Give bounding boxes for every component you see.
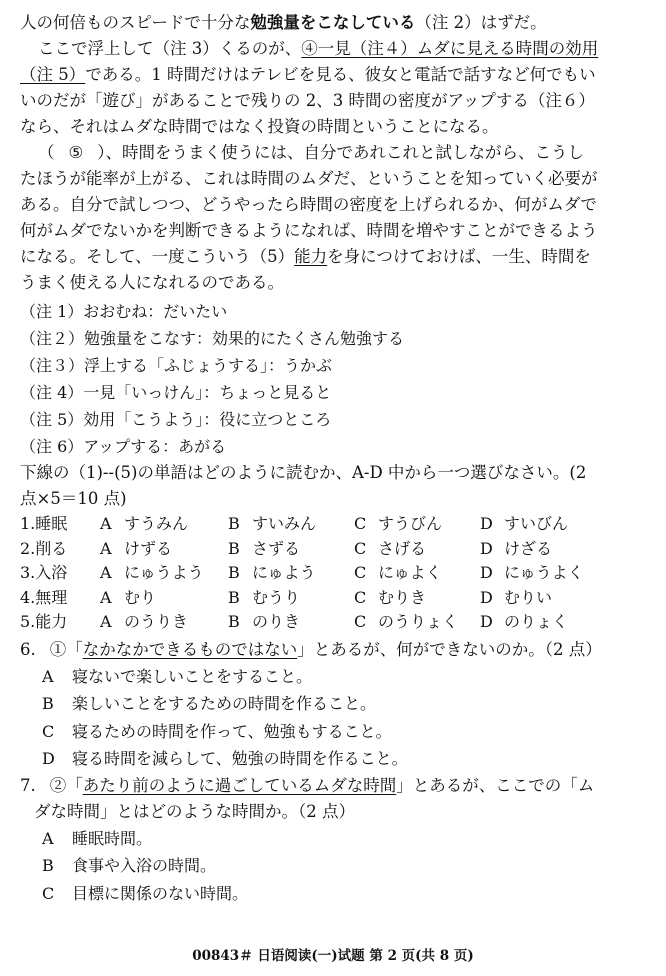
note-item: （注 6）アップする：あがる bbox=[20, 437, 227, 456]
reading-item bbox=[20, 537, 650, 562]
passage-text: になる。そして、一度こういう（5） bbox=[20, 247, 295, 266]
option-d: D けざる bbox=[480, 538, 553, 558]
option-c: C さげる bbox=[354, 538, 427, 558]
q7-choice-c: C 目標に関係のない時間。 bbox=[42, 883, 249, 903]
item-word: 5.能力 bbox=[20, 612, 68, 631]
passage-line: うまく使える人になれるのである。 bbox=[20, 273, 284, 292]
notes bbox=[20, 298, 650, 460]
option-b: B さずる bbox=[228, 538, 301, 558]
underlined-phrase-1: なかなかできるものではない bbox=[82, 639, 298, 659]
blank-number-5: ⑤ bbox=[68, 143, 84, 162]
passage-line bbox=[20, 10, 650, 36]
passage-text: ）、時間をうまく使うには、自分であれこれと試しながら、こうし bbox=[97, 143, 585, 162]
note-item: （注 4）一見「いっけん」：ちょっと見ると bbox=[20, 383, 332, 402]
page-footer: 00843＃ 日语阅读(一)试题 第 2 页(共 8 页) bbox=[192, 948, 474, 964]
option-a: A にゅうよう bbox=[100, 563, 204, 582]
passage-line: ある。自分で試しつつ、どうやったら時間の密度を上げられるか、何がムダで bbox=[20, 195, 597, 214]
item-word: 1.睡眠 bbox=[20, 514, 68, 533]
note-item: （注２）勉強量をこなす：効果的にたくさん勉強する bbox=[20, 329, 405, 348]
option-a: A すうみん bbox=[100, 514, 189, 533]
passage-line bbox=[20, 62, 650, 88]
passage-line: いのだが「遊び」があることで残りの 2、3 時間の密度がアップする（注６） bbox=[20, 91, 595, 110]
q6-choice-d: D 寝る時間を減らして、勉強の時間を作ること。 bbox=[42, 749, 408, 768]
q7-choice-b: B 食事や入浴の時間。 bbox=[42, 856, 217, 875]
option-b: B のりき bbox=[228, 612, 301, 631]
passage-text: ここで浮上して（注 3）くるのが、 bbox=[38, 39, 302, 58]
reading-instruction: 点×5＝10 点) bbox=[20, 489, 127, 508]
question-6: 6. ①「なかなかできるものではない」とあるが、何ができないのか。（2 点） bbox=[20, 639, 602, 659]
item-word: 2.削る bbox=[20, 538, 68, 558]
option-c: C むりき bbox=[354, 587, 427, 607]
passage-text: である。1 時間だけはテレビを見る、彼女と電話で話すなど何でもい bbox=[85, 65, 596, 84]
option-d: D のりょく bbox=[480, 612, 569, 631]
underlined-phrase-4-cont: （注 5） bbox=[20, 65, 86, 84]
passage-text: （注 2）はずだ。 bbox=[415, 13, 547, 32]
blank-open: （ bbox=[38, 143, 55, 162]
passage-text: 人の何倍ものスピードで十分な bbox=[20, 13, 251, 32]
option-b: B むうり bbox=[228, 587, 301, 607]
option-c: C すうびん bbox=[354, 514, 443, 533]
q7-choice-a: A 睡眠時間。 bbox=[42, 828, 153, 848]
q6-choice-b: B 楽しいことをするための時間を作ること。 bbox=[42, 694, 377, 713]
reading-item bbox=[20, 610, 650, 635]
option-d: D にゅうよく bbox=[480, 563, 584, 582]
q6-choice-a: A 寝ないで楽しいことをすること。 bbox=[42, 666, 313, 686]
option-c: C にゅよく bbox=[354, 563, 442, 582]
underlined-word-5: 能力 bbox=[294, 247, 328, 266]
passage-line bbox=[20, 140, 650, 166]
option-d: D すいびん bbox=[480, 514, 569, 533]
reading-instruction: 下線の（1)--(5)の単語はどのように読むか、A-D 中から一つ選びなさい。(2 bbox=[20, 463, 587, 482]
option-d: D むりい bbox=[480, 587, 553, 607]
question-7: 7. ②「あたり前のように過ごしているムダな時間」とあるが、ここでの「ム bbox=[20, 775, 595, 795]
note-item: （注 5）効用「こうよう」：役に立つところ bbox=[20, 410, 332, 429]
note-item: （注３）浮上する「ふじょうする」：うかぶ bbox=[20, 356, 333, 375]
question-number: 7. bbox=[20, 775, 36, 795]
passage-text-bold: 勉強量をこなしている bbox=[250, 13, 416, 32]
passage-text: を身につけておけば、一生、時間を bbox=[327, 247, 591, 266]
exam-page bbox=[20, 10, 650, 907]
option-a: A のうりき bbox=[100, 612, 189, 631]
option-b: B にゅよう bbox=[228, 563, 316, 582]
q6-choice-c: C 寝るための時間を作って、勉強もすること。 bbox=[42, 721, 392, 741]
reading-item bbox=[20, 586, 650, 611]
option-a: A むり bbox=[100, 587, 157, 607]
passage-line bbox=[20, 36, 650, 62]
passage-line: 何がムダでないかを判断できるようになれば、時間を増やすことができるよう bbox=[20, 221, 598, 240]
option-a: A けずる bbox=[100, 538, 173, 558]
reading-item bbox=[20, 561, 650, 586]
option-b: B すいみん bbox=[228, 514, 317, 533]
question-number: 6. bbox=[20, 639, 36, 659]
option-c: C のうりょく bbox=[354, 612, 459, 631]
note-item: （注 1）おおむね：だいたい bbox=[20, 302, 228, 321]
item-word: 4.無理 bbox=[20, 587, 68, 607]
item-word: 3.入浴 bbox=[20, 563, 68, 582]
underlined-phrase-4: ④一見（注４）ムダに見える時間の効用 bbox=[301, 39, 599, 58]
reading-items bbox=[20, 512, 650, 635]
passage-line bbox=[20, 244, 650, 270]
passage-line: なら、それはムダな時間ではなく投資の時間ということになる。 bbox=[20, 117, 499, 136]
underlined-phrase-2: あたり前のように過ごしているムダな時間 bbox=[82, 775, 397, 795]
question-7-cont: ダな時間」とはどのような時間か。（2 点） bbox=[34, 801, 355, 821]
passage-line: たほうが能率が上がる、これは時間のムダだ、ということを知っていく必要が bbox=[20, 169, 598, 188]
reading-item bbox=[20, 512, 650, 537]
